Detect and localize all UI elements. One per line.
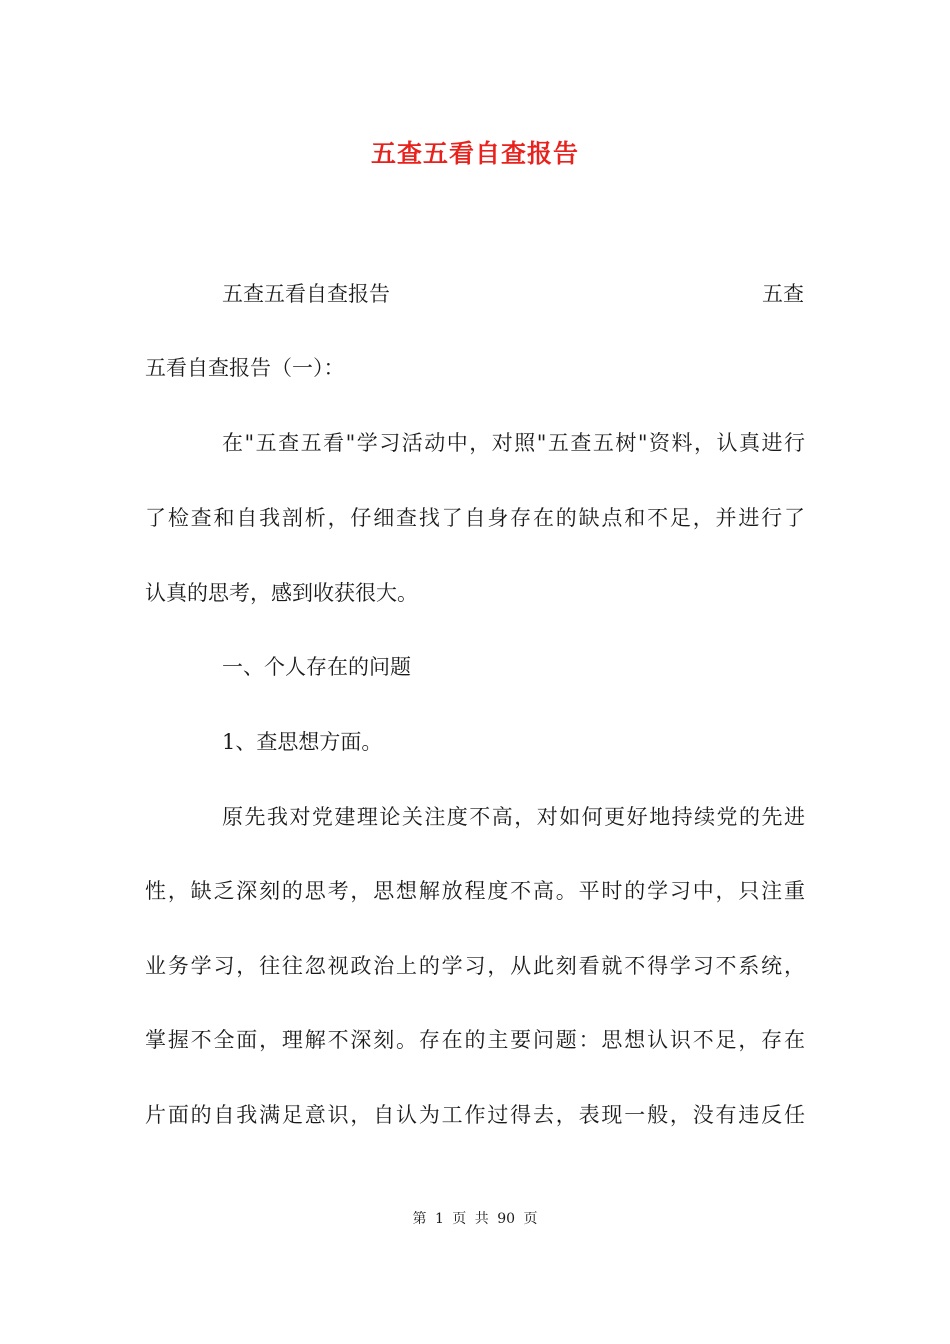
section-heading-line: 五看自查报告（一）：: [145, 356, 345, 380]
subtitle-line-right: 五查: [762, 282, 804, 306]
subtitle-line-left: 五查五看自查报告: [222, 282, 390, 306]
heading-personal-problems: 一、个人存在的问题: [222, 655, 411, 679]
paragraph-line: 片面的自我满足意识，自认为工作过得去，表现一般，没有违反任: [145, 1103, 805, 1127]
paragraph-line: 了检查和自我剖析，仔细查找了自身存在的缺点和不足，并进行了: [145, 506, 805, 530]
document-title: 五查五看自查报告: [370, 139, 579, 168]
paragraph-line: 原先我对党建理论关注度不高，对如何更好地持续党的先进: [222, 805, 805, 829]
page-number-footer: 第 1 页 共 90 页: [412, 1211, 538, 1227]
paragraph-line: 业务学习，往往忽视政治上的学习，从此刻看就不得学习不系统，: [145, 954, 805, 978]
paragraph-line: 在"五查五看"学习活动中，对照"五查五树"资料，认真进行: [222, 431, 805, 455]
heading-ideology: 1、查思想方面。: [222, 730, 383, 754]
paragraph-line: 认真的思考，感到收获很大。: [145, 581, 418, 605]
paragraph-line: 性，缺乏深刻的思考，思想解放程度不高。平时的学习中，只注重: [145, 879, 805, 903]
paragraph-line: 掌握不全面，理解不深刻。存在的主要问题：思想认识不足，存在: [145, 1028, 805, 1052]
